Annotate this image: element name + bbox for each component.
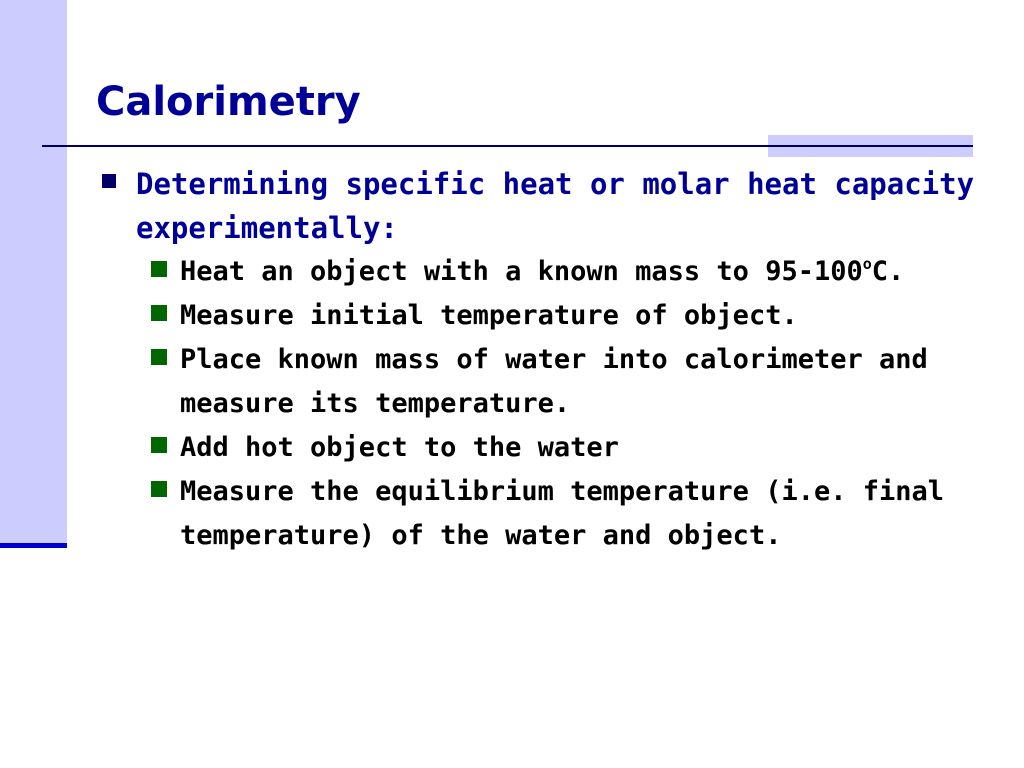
square-bullet-icon	[151, 437, 167, 453]
sub-bullet-text: Place known mass of water into calorimeter and measure its temperature.	[180, 344, 928, 419]
sub-bullet-item	[180, 294, 980, 338]
slide-title: Calorimetry	[96, 79, 361, 125]
sub-bullet-text: Measure initial temperature of object.	[180, 300, 798, 331]
square-bullet-icon	[151, 349, 167, 365]
sub-bullet-text: Measure the equilibrium temperature (i.e. final temperature) of the water and object.	[180, 476, 945, 551]
square-bullet-icon	[151, 305, 167, 321]
left-accent-line	[0, 543, 67, 548]
sub-bullet-text: Add hot object to the water	[180, 432, 619, 463]
sub-bullet-item	[180, 338, 980, 426]
square-bullet-icon	[102, 174, 116, 188]
sub-bullet-item	[180, 426, 980, 470]
sub-bullet-text: Heat an object with a known mass to 95-100$^o$C.	[180, 255, 905, 287]
degree-superscript: o	[862, 255, 872, 273]
left-band-cutout	[0, 548, 67, 768]
square-bullet-icon	[151, 481, 167, 497]
sub-bullet-list	[180, 250, 980, 558]
title-divider-overlay	[768, 145, 973, 147]
sub-bullet-item	[180, 470, 980, 558]
level1-bullet-item	[96, 162, 996, 250]
sub-bullet-item	[180, 250, 980, 294]
slide-body	[96, 162, 996, 558]
square-bullet-icon	[151, 261, 167, 277]
level1-bullet-text: Determining specific heat or molar heat capacity experimentally:	[136, 167, 975, 245]
